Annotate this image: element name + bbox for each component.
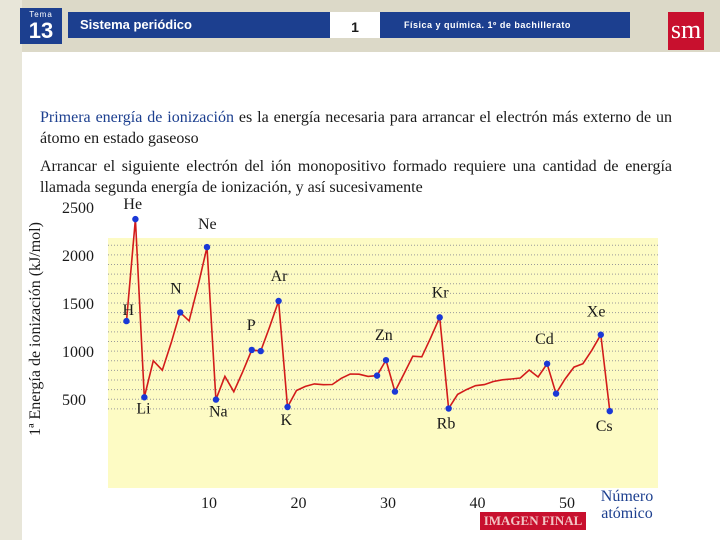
unit-title: Sistema periódico: [68, 12, 338, 38]
second-paragraph: Arrancar el siguiente electrón del ión monopositivo formado requiere una cantidad de energía llamada segunda energía de ionización, y así sucesivamente: [40, 158, 672, 196]
element-label-p: P: [246, 316, 256, 334]
page-number: 1: [330, 12, 380, 38]
definition-text: es la energía necesaria para arrancar el electrón más externo de un átomo en estado gaseoso: [40, 109, 673, 147]
y-tick-label: 1000: [62, 344, 94, 362]
element-label-na: Na: [208, 403, 228, 421]
data-point: [607, 408, 613, 414]
y-tick-label: 1500: [62, 296, 94, 313]
y-tick-label: 2000: [62, 247, 94, 265]
element-label-k: K: [280, 411, 293, 429]
data-point: [544, 361, 550, 367]
data-point: [284, 404, 290, 410]
data-point: [275, 298, 281, 304]
y-axis-label: 1ª Energía de ionización (kJ/mol): [27, 222, 44, 436]
term-highlight: Primera energía de ionización: [40, 109, 234, 126]
element-label-rb: Rb: [436, 415, 456, 433]
element-label-ar: Ar: [270, 267, 288, 285]
x-axis-label: Número atómico: [600, 488, 654, 522]
data-point: [383, 357, 389, 363]
data-point: [437, 314, 443, 320]
data-point: [258, 348, 264, 354]
data-point: [204, 244, 210, 250]
x-tick-label: 30: [380, 495, 396, 512]
data-point: [132, 216, 138, 222]
tema-number: 13: [28, 18, 54, 43]
data-point: [445, 405, 451, 411]
course-title: Física y química. 1º de bachillerato: [380, 12, 630, 38]
element-label-he: He: [123, 196, 143, 214]
element-label-zn: Zn: [375, 327, 393, 345]
y-tick-label: 500: [62, 392, 86, 410]
publisher-logo: sm: [668, 12, 704, 50]
data-point: [392, 388, 398, 394]
x-tick-label: 50: [559, 495, 575, 512]
watermark-badge: IMAGEN FINAL: [480, 512, 586, 530]
data-point: [598, 332, 604, 338]
data-point: [249, 347, 255, 353]
element-label-xe: Xe: [586, 303, 606, 321]
data-point: [213, 396, 219, 402]
x-tick-label: 10: [201, 495, 217, 512]
y-tick-label: 2500: [62, 199, 94, 217]
element-label-ne: Ne: [198, 216, 217, 234]
data-point: [374, 372, 380, 378]
tema-label: Tema: [29, 10, 53, 19]
element-label-cs: Cs: [595, 418, 613, 436]
element-label-h: H: [122, 302, 135, 320]
element-label-li: Li: [136, 400, 151, 418]
x-tick-label: 20: [290, 495, 307, 512]
element-label-kr: Kr: [431, 284, 449, 302]
element-label-n: N: [170, 280, 182, 298]
data-point: [177, 309, 183, 315]
data-point: [553, 390, 559, 396]
plot-area: [108, 238, 658, 488]
x-tick-label: 40: [469, 495, 486, 512]
element-label-cd: Cd: [535, 330, 554, 348]
